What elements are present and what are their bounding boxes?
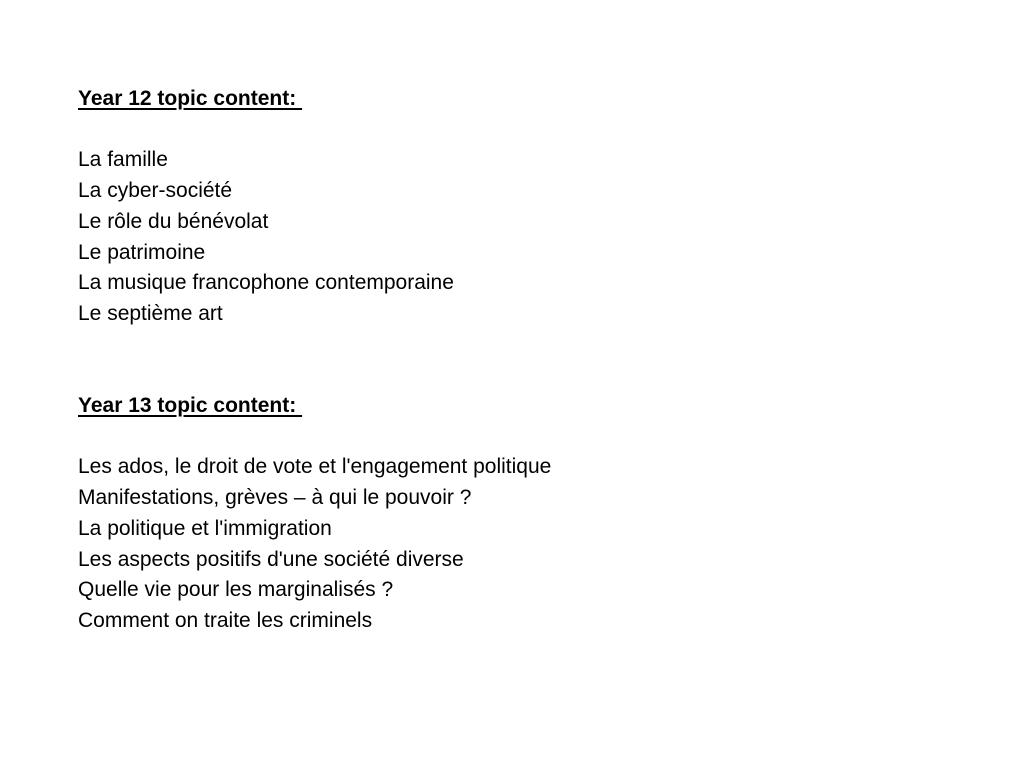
- year12-topic-1: La famille: [78, 148, 168, 172]
- year13-topic-3: La politique et l'immigration: [78, 516, 332, 540]
- spacer: [78, 115, 978, 146]
- year12-topic-3: Le rôle du bénévolat: [78, 209, 269, 233]
- spacer: [78, 330, 978, 391]
- year13-topic-4: Les aspects positifs d'une société diverse: [78, 547, 464, 571]
- year12-section: [78, 84, 978, 330]
- year13-topic-2: Manifestations, grèves – à qui le pouvoir ?: [78, 486, 472, 510]
- content-textbox: [78, 84, 978, 637]
- year12-topic-5: La musique francophone contemporaine: [78, 271, 454, 295]
- year13-heading: Year 13 topic content:: [78, 394, 303, 417]
- year13-section: [78, 391, 978, 637]
- year13-topic-list: [78, 452, 978, 636]
- year13-topic-5: Quelle vie pour les marginalisés ?: [78, 578, 394, 602]
- year13-topic-6: Comment on traite les criminels: [78, 608, 373, 632]
- year13-topic-1: Les ados, le droit de vote et l'engagement politique: [78, 455, 552, 479]
- year12-topic-6: Le septième art: [78, 301, 223, 325]
- year12-topic-2: La cyber-société: [78, 179, 233, 203]
- spacer: [78, 422, 978, 453]
- year12-topic-4: Le patrimoine: [78, 240, 206, 264]
- year12-topic-list: [78, 145, 978, 329]
- year12-heading: Year 12 topic content:: [78, 87, 303, 110]
